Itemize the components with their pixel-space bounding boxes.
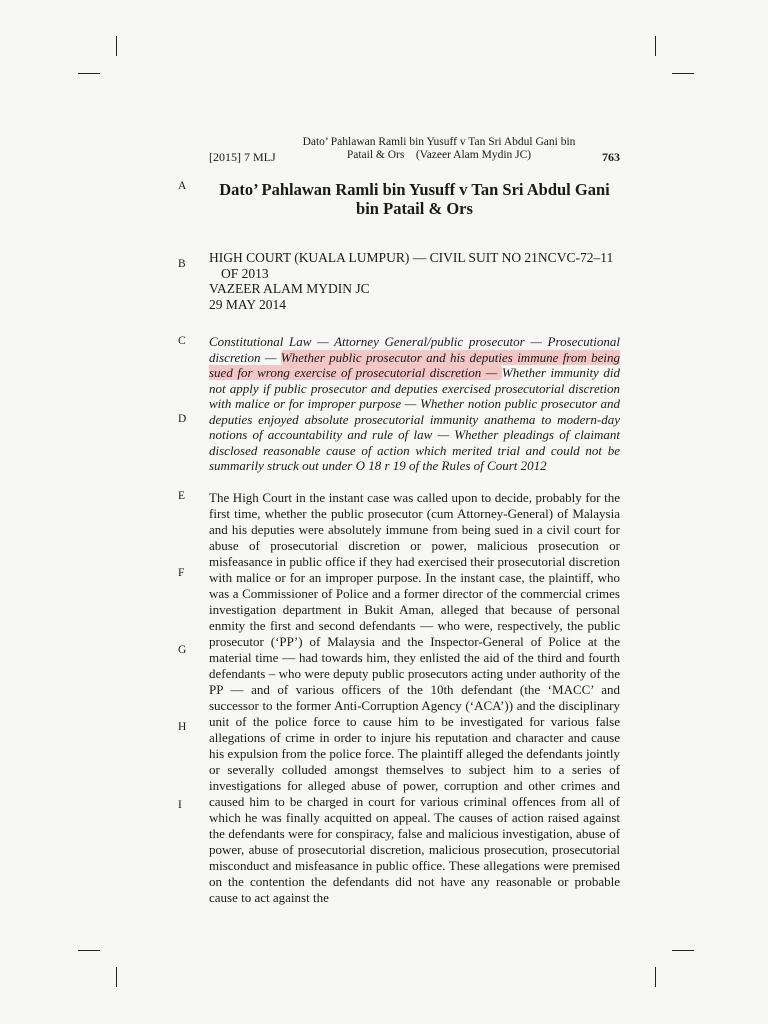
margin-letter: A (178, 180, 187, 192)
court-suit-line-cont: OF 2013 (221, 265, 269, 281)
crop-mark (655, 36, 656, 56)
crop-mark (655, 967, 656, 987)
headnote-body: The High Court in the instant case was called upon to decide, probably for the first time, whether the public prosecutor (cum Attorney-General) of Malaysia and his deputies were absolutely immune from being sued in a civil court for abuse of prosecutorial discretion or power, malicious prosecution or misfeasance in public office if they had exercised their prosecutorial discretion with malice or for an improper purpose. In the instant case, the plaintiff, who was a Commissioner of Police and a former director of the commercial crimes investigation department in Bukit Aman, alleged that because of personal enmity the first and second defendants — who were, respectively, the public prosecutor (‘PP’) of Malaysia and the Inspector-General of Police at the material time — had towards him, they enlisted the aid of the third and fourth defendants – who were deputy public prosecutors acting under authority of the PP — and of various officers of the 10th defendant (the ‘MACC’ and successor to the former Anti-Corruption Agency (‘ACA’)) and the disciplinary unit of the police force to cause him to be investigated for various false allegations of crime in order to injure his reputation and character and cause his expulsion from the police force. The plaintiff alleged the defendants jointly or severally colluded amongst themselves to subject him to a series of investigations for alleged abuse of power, corruption and other crimes and caused him to be charged in court for various criminal offences from all of which he was finally acquitted on appeal. The causes of action raised against the defendants were for conspiracy, false and malicious investigation, abuse of power, abuse of prosecutorial discretion, malicious prosecution, prosecutorial misconduct and misfeasance in public office. These allegations were premised on the contention the defendants did not have any reasonable or probable cause to act against the (209, 490, 620, 905)
court-suit-line: HIGH COURT (KUALA LUMPUR) — CIVIL SUIT NO 21NCVC-72–11 (209, 250, 614, 265)
crop-mark (78, 73, 100, 74)
catchwords-post: Whether immunity did not apply if public prosecutor and deputies exercised prosecutorial discretion with malice or for improper purpose — Whether notion public prosecutor and deputies enjoyed absolute prosecutorial immunity anathema to modern-day notions of accountability and rule of law — Whether pleadings of claimant disclosed reasonable cause of action which merited trial and could not be summarily struck out under O 18 r 19 of the Rules of Court 2012 (209, 365, 620, 473)
running-title-line: Dato’ Pahlawan Ramli bin Yusuff v Tan Sri Abdul Gani bin (302, 136, 576, 148)
margin-letter: I (178, 799, 182, 811)
case-title: Dato’ Pahlawan Ramli bin Yusuff v Tan Sri Abdul Gani bin Patail & Ors (219, 180, 610, 218)
margin-letter: H (178, 721, 187, 733)
highlighted-catchword: Whether public prosecutor and his deputies immune from being sued for wrong exercise of prosecutorial discretion — (209, 349, 620, 380)
crop-mark (78, 950, 100, 951)
court-details (209, 250, 620, 312)
running-title-line: Patail & Ors (Vazeer Alam Mydin JC) (346, 149, 532, 161)
margin-letter: G (178, 644, 187, 656)
judge-name: VAZEER ALAM MYDIN JC (209, 281, 370, 296)
margin-letter: C (178, 335, 186, 347)
margin-letter: D (178, 413, 187, 425)
catchwords (209, 334, 620, 474)
margin-letter: B (178, 258, 186, 270)
running-header (209, 136, 620, 166)
citation: [2015] 7 MLJ (209, 150, 276, 164)
crop-mark (672, 73, 694, 74)
page-number: 763 (602, 150, 620, 164)
judgment-date: 29 MAY 2014 (209, 296, 287, 312)
crop-mark (116, 967, 117, 987)
margin-letter: F (178, 567, 185, 579)
catchwords-pre: Constitutional Law — Attorney General/public prosecutor — Prosecutional discretion — (209, 334, 620, 365)
margin-letter: E (178, 490, 186, 502)
crop-mark (672, 950, 694, 951)
crop-mark (116, 36, 117, 56)
running-title (289, 136, 589, 162)
